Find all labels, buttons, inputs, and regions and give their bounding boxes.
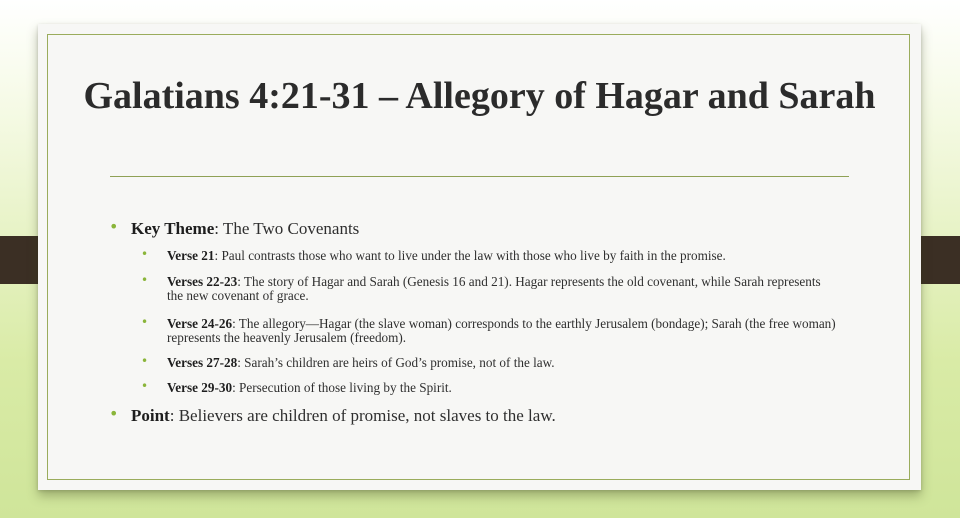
bullet-icon: • bbox=[109, 217, 119, 236]
bullet-point: Point: Believers are children of promise, not slaves to the law. bbox=[131, 406, 556, 425]
sub-bullet-verse-29-30: Verse 29-30: Persecution of those living by the Spirit. bbox=[167, 380, 452, 395]
sub-bullet-verse-24-26: Verse 24-26: The allegory—Hagar (the slave woman) corresponds to the earthly Jerusalem (bondage); Sarah (the free woman) represents the heavenly Jerusalem (freedom). bbox=[167, 316, 836, 345]
sub-bullet-icon: • bbox=[141, 379, 149, 393]
sub-bullet-verses-22-23: Verses 22-23: The story of Hagar and Sarah (Genesis 16 and 21). Hagar represents the old covenant, while Sarah represents the new covenant of grace. bbox=[167, 274, 821, 303]
slide-card bbox=[38, 24, 921, 490]
sub-bullet-icon: • bbox=[141, 247, 149, 261]
bullet-icon: • bbox=[109, 404, 119, 423]
sub-bullet-verse-21: Verse 21: Paul contrasts those who want to live under the law with those who live by faith in the promise. bbox=[167, 248, 726, 263]
bullet-key-theme: Key Theme: The Two Covenants bbox=[131, 219, 360, 238]
slide-body bbox=[38, 24, 921, 490]
sub-bullet-icon: • bbox=[141, 315, 149, 329]
sub-bullet-verses-27-28: Verses 27-28: Sarah’s children are heirs of God’s promise, not of the law. bbox=[167, 355, 555, 370]
slide-title: Galatians 4:21-31 – Allegory of Hagar and Sarah bbox=[83, 75, 876, 117]
sub-bullet-icon: • bbox=[141, 354, 149, 368]
sub-bullet-icon: • bbox=[141, 273, 149, 287]
